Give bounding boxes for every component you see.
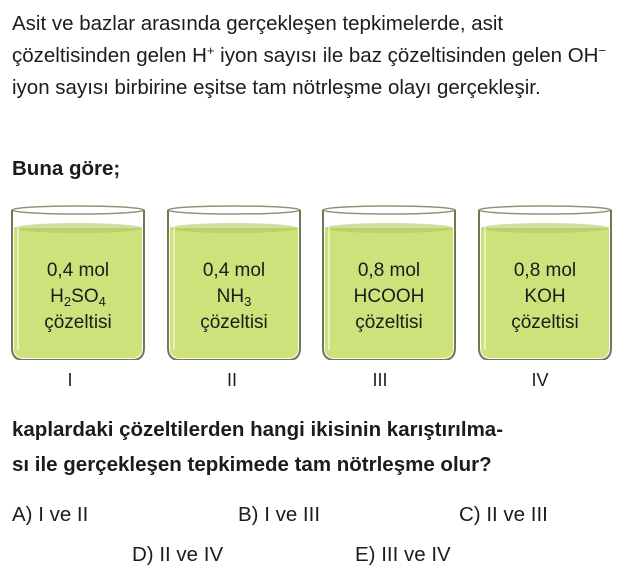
option-c[interactable]: C) II ve III xyxy=(459,503,548,526)
hydroxide-ion-charge: − xyxy=(598,43,607,58)
beaker-solution: çözeltisi xyxy=(511,312,579,333)
question-line-2: sı ile gerçekleşen tepkimede tam nötrleşme olur? xyxy=(12,453,492,476)
beaker-3 xyxy=(319,200,459,360)
beaker-amount: 0,4 mol xyxy=(202,260,266,281)
beaker-label xyxy=(22,258,134,336)
beaker-1 xyxy=(8,200,148,360)
hydrogen-ion-charge: + xyxy=(206,43,215,58)
beaker-2 xyxy=(164,200,304,360)
beaker-4 xyxy=(475,200,615,360)
beaker-1-numeral: I xyxy=(67,370,73,390)
option-a[interactable]: A) I ve II xyxy=(12,503,89,526)
beaker-4-numeral: IV xyxy=(531,370,549,390)
question-text xyxy=(12,412,624,482)
lead-text: Buna göre; xyxy=(12,157,121,180)
beaker-formula: $NH_3$ xyxy=(216,286,252,309)
beaker-amount: 0,8 mol xyxy=(513,260,577,281)
beaker-label xyxy=(489,258,601,336)
option-d[interactable]: D) II ve IV xyxy=(132,543,224,566)
beaker-formula: KOH xyxy=(524,286,566,307)
beaker-amount: 0,8 mol xyxy=(357,260,421,281)
beaker-formula: $H_2SO_4$ xyxy=(50,286,106,309)
intro-text-2: iyon sayısı ile baz çözeltisinden gelen OH xyxy=(214,44,599,67)
intro-paragraph xyxy=(12,8,624,104)
beaker-label xyxy=(333,258,445,336)
beaker-solution: çözeltisi xyxy=(355,312,423,333)
intro-text-1: Asit ve bazlar arasında gerçekleşen tepkimelerde, asit çözeltisinden gelen H xyxy=(12,12,504,67)
beaker-3-numeral: III xyxy=(372,370,388,390)
beaker-formula: HCOOH xyxy=(353,286,425,307)
beaker-solution: çözeltisi xyxy=(200,312,268,333)
beaker-amount: 0,4 mol xyxy=(46,260,110,281)
beaker-solution: çözeltisi xyxy=(44,312,112,333)
question-line-1: kaplardaki çözeltilerden hangi ikisinin karıştırılma- xyxy=(12,418,504,441)
beaker-2-numeral: II xyxy=(226,370,237,390)
option-b[interactable]: B) I ve III xyxy=(238,503,321,526)
beaker-label xyxy=(178,258,290,336)
option-e[interactable]: E) III ve IV xyxy=(355,543,451,566)
intro-text-3: iyon sayısı birbirine eşitse tam nötrleşme olayı gerçekleşir. xyxy=(12,76,541,99)
